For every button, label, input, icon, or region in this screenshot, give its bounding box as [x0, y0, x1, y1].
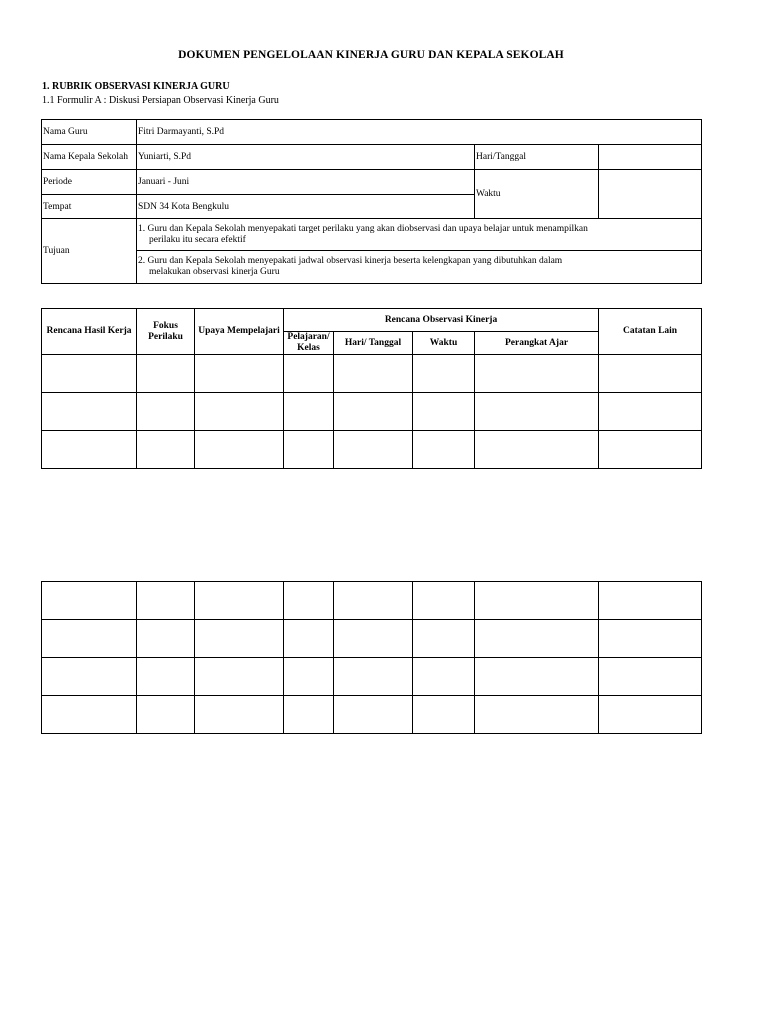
- tujuan-item-2: [137, 251, 702, 284]
- header-rencana-hasil-kerja: Rencana Hasil Kerja: [42, 309, 137, 355]
- table-cell[interactable]: [413, 696, 475, 734]
- table-cell[interactable]: [195, 431, 284, 469]
- table-cell[interactable]: [195, 658, 284, 696]
- tujuan-label: Tujuan: [42, 219, 137, 284]
- table-cell[interactable]: [413, 620, 475, 658]
- table-cell[interactable]: [195, 582, 284, 620]
- tujuan-item-1: [137, 219, 702, 251]
- tujuan-2-line1: 2. Guru dan Kepala Sekolah menyepakati jadwal observasi kinerja beserta kelengkapan yang dibutuhkan dalam: [138, 256, 563, 266]
- table-cell[interactable]: [284, 393, 334, 431]
- table-row: [42, 355, 702, 393]
- table-cell[interactable]: [413, 431, 475, 469]
- table-cell[interactable]: [599, 431, 702, 469]
- plan-table-body: [42, 355, 702, 469]
- header-rencana-observasi: Rencana Observasi Kinerja: [284, 309, 599, 332]
- table-cell[interactable]: [413, 582, 475, 620]
- form-subtitle: 1.1 Formulir A : Diskusi Persiapan Observasi Kinerja Guru: [42, 95, 279, 106]
- table-cell[interactable]: [195, 355, 284, 393]
- tujuan-2-line2: melakukan observasi kinerja Guru: [149, 267, 280, 277]
- table-cell[interactable]: [475, 696, 599, 734]
- section-title: 1. RUBRIK OBSERVASI KINERJA GURU: [42, 81, 230, 92]
- table-cell[interactable]: [413, 658, 475, 696]
- waktu-label: Waktu: [475, 170, 599, 219]
- table-cell[interactable]: [137, 620, 195, 658]
- table-cell[interactable]: [284, 658, 334, 696]
- periode-label: Periode: [42, 170, 137, 195]
- table-cell[interactable]: [599, 355, 702, 393]
- table-cell[interactable]: [475, 658, 599, 696]
- tempat-label: Tempat: [42, 195, 137, 219]
- table-cell[interactable]: [334, 355, 413, 393]
- table-cell[interactable]: [413, 355, 475, 393]
- waktu-field[interactable]: [599, 170, 702, 219]
- table-cell[interactable]: [137, 658, 195, 696]
- row-periode: [42, 170, 702, 195]
- table-cell[interactable]: [284, 582, 334, 620]
- row-nama-kepsek: [42, 145, 702, 170]
- periode-value: Januari - Juni: [137, 170, 475, 195]
- table-cell[interactable]: [137, 431, 195, 469]
- row-tujuan-2: [42, 251, 702, 284]
- table-cell[interactable]: [195, 696, 284, 734]
- plan-table: [41, 308, 702, 469]
- table-cell[interactable]: [42, 620, 137, 658]
- table-row: [42, 620, 702, 658]
- table-cell[interactable]: [334, 582, 413, 620]
- table-cell[interactable]: [42, 696, 137, 734]
- table-cell[interactable]: [334, 696, 413, 734]
- row-nama-guru: [42, 120, 702, 145]
- table-cell[interactable]: [284, 696, 334, 734]
- nama-kepsek-value: Yuniarti, S.Pd: [137, 145, 475, 170]
- table-cell[interactable]: [334, 393, 413, 431]
- tujuan-1-line1: 1. Guru dan Kepala Sekolah menyepakati target perilaku yang akan diobservasi dan upaya belajar untuk menampilkan: [138, 223, 588, 234]
- table-cell[interactable]: [475, 620, 599, 658]
- plan-table-continued-body: [42, 582, 702, 734]
- table-cell[interactable]: [42, 355, 137, 393]
- table-cell[interactable]: [475, 582, 599, 620]
- hari-tanggal-field[interactable]: [599, 145, 702, 170]
- table-cell[interactable]: [413, 393, 475, 431]
- document-title: DOKUMEN PENGELOLAAN KINERJA GURU DAN KEPALA SEKOLAH: [178, 49, 564, 61]
- header-upaya-mempelajari: Upaya Mempelajari: [195, 309, 284, 355]
- header-pelajaran-kelas: Pelajaran/ Kelas: [284, 332, 334, 355]
- table-cell[interactable]: [334, 431, 413, 469]
- table-cell[interactable]: [284, 620, 334, 658]
- table-cell[interactable]: [137, 393, 195, 431]
- table-cell[interactable]: [334, 620, 413, 658]
- table-cell[interactable]: [599, 658, 702, 696]
- table-row: [42, 582, 702, 620]
- nama-guru-label: Nama Guru: [42, 120, 137, 145]
- table-cell[interactable]: [475, 431, 599, 469]
- table-cell[interactable]: [42, 582, 137, 620]
- header-catatan-lain: Catatan Lain: [599, 309, 702, 355]
- header-fokus-perilaku: Fokus Perilaku: [137, 309, 195, 355]
- tujuan-1-line2: perilaku itu secara efektif: [149, 234, 246, 245]
- table-cell[interactable]: [284, 431, 334, 469]
- table-cell[interactable]: [42, 658, 137, 696]
- table-cell[interactable]: [475, 393, 599, 431]
- table-cell[interactable]: [284, 355, 334, 393]
- row-tujuan-1: [42, 219, 702, 251]
- table-cell[interactable]: [599, 696, 702, 734]
- table-cell[interactable]: [42, 431, 137, 469]
- table-row: [42, 431, 702, 469]
- nama-kepsek-label: Nama Kepala Sekolah: [42, 145, 137, 170]
- table-cell[interactable]: [599, 582, 702, 620]
- plan-header-row: [42, 309, 702, 332]
- table-cell[interactable]: [195, 620, 284, 658]
- table-row: [42, 696, 702, 734]
- header-hari-tanggal: Hari/ Tanggal: [334, 332, 413, 355]
- table-row: [42, 658, 702, 696]
- table-cell[interactable]: [475, 355, 599, 393]
- table-cell[interactable]: [137, 582, 195, 620]
- table-row: [42, 393, 702, 431]
- table-cell[interactable]: [137, 696, 195, 734]
- plan-table-continued: [41, 581, 702, 734]
- header-perangkat-ajar: Perangkat Ajar: [475, 332, 599, 355]
- table-cell[interactable]: [137, 355, 195, 393]
- table-cell[interactable]: [599, 620, 702, 658]
- tempat-value: SDN 34 Kota Bengkulu: [137, 195, 475, 219]
- table-cell[interactable]: [42, 393, 137, 431]
- nama-guru-value: Fitri Darmayanti, S.Pd: [137, 120, 702, 145]
- table-cell[interactable]: [599, 393, 702, 431]
- hari-tanggal-label: Hari/Tanggal: [475, 145, 599, 170]
- table-cell[interactable]: [334, 658, 413, 696]
- header-waktu: Waktu: [413, 332, 475, 355]
- table-cell[interactable]: [195, 393, 284, 431]
- info-table: [41, 119, 702, 284]
